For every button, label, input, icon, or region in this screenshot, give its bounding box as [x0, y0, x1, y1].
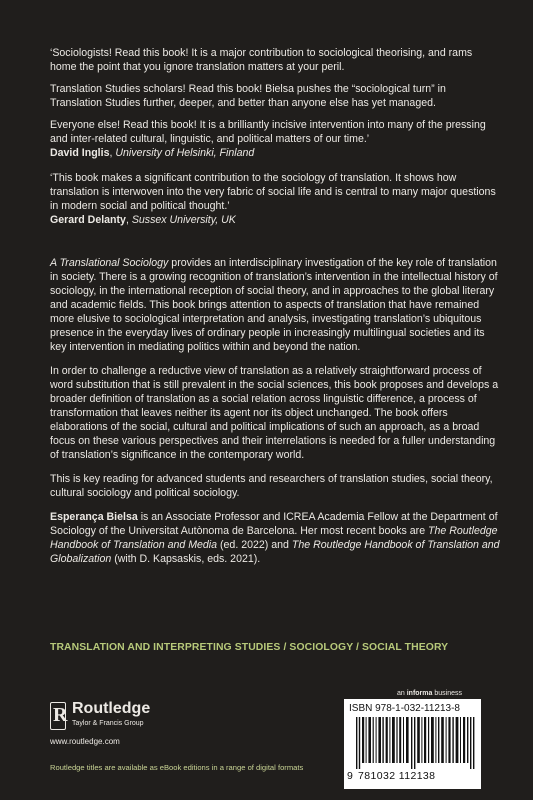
quote-attribution: Gerard Delanty, Sussex University, UK — [50, 214, 236, 226]
isbn-barcode-box: ISBN 978-1-032-11213-8 9 781032 112138 — [344, 699, 481, 789]
book-title: A Translational Sociology — [50, 257, 169, 269]
quote-attribution: David Inglis, University of Helsinki, Finland — [50, 147, 255, 159]
subject-categories: TRANSLATION AND INTERPRETING STUDIES / SOCIOLOGY / SOCIAL THEORY — [50, 642, 449, 653]
publisher-website[interactable]: www.routledge.com — [50, 737, 120, 746]
endorsement-delanty — [50, 171, 500, 227]
routledge-r-icon: R — [50, 702, 66, 730]
barcode-icon — [356, 717, 476, 769]
quote-paragraph: Translation Studies scholars! Read this book! Bielsa pushes the “sociological turn” in Translation Studies further, deeper, and better than anyone else has yet managed. — [50, 83, 446, 109]
informa-business-label: an informa business — [397, 690, 462, 697]
description-paragraph-1: A Translational Sociology provides an interdisciplinary investigation of the key role of translation in society. There is a growing recognition of translation’s intervention in the intellectual history of sociology, in the international reception of social theory, and in approaches to the global literary and academic fields. This book brings attention to aspects of translation that have remained more elusive to sociological interpretation and analysis, investigating translation’s ubiquitous presence in the everyday lives of ordinary people in increasingly multilingual societies and its key intervention in mediating politics within and beyond the nation. — [50, 257, 498, 353]
quote-paragraph: ‘This book makes a significant contribution to the sociology of translation. It shows how translation is interwoven into the very fabric of social life and is central to many major questions in modern social and political thought.’ — [50, 172, 496, 212]
publisher-name: Routledge — [72, 700, 151, 717]
book-reference: The Routledge Handbook of Translation and Globalization — [50, 539, 500, 565]
author-name: Esperança Bielsa — [50, 511, 138, 523]
quote-paragraph: ‘Sociologists! Read this book! It is a major contribution to sociological theorising, and rams home the point that you ignore translation matters at your peril. — [50, 47, 473, 73]
publisher-group: Taylor & Francis Group — [72, 720, 144, 727]
endorsement-inglis — [50, 46, 500, 160]
author-bio: Esperança Bielsa is an Associate Professor and ICREA Academia Fellow at the Department of Sociology of the Universitat Autònoma de Barcelona. Her most recent books are The Routledge Handbook of Translation and Media (ed. 2022) and The Routledge Handbook of Translation and Globalization (with D. Kapsaskis, eds. 2021). — [50, 511, 500, 565]
back-cover-content — [50, 46, 500, 566]
quote-paragraph: Everyone else! Read this book! It is a brilliantly incisive intervention into many of the pressing and inter-related cultural, linguistic, and political matters of our time.’ — [50, 119, 486, 145]
description-paragraph-2: In order to challenge a reductive view of translation as a relatively straightforward process of word substitution that is still prevalent in the social sciences, this book proposes and develops a broader definition of translation as a social relation across linguistic difference, a process of transformation that leaves neither its agent nor its object unchanged. The book offers elaborations of the social, cultural and political implications of such an approach, as a broad focus on these various perspectives and their interrelations is needed for a fuller understanding of translation’s significance in the contemporary world. — [50, 365, 499, 461]
description-paragraph-3: This is key reading for advanced students and researchers of translation studies, social theory, cultural sociology and political sociology. — [50, 473, 493, 499]
quote-affiliation: University of Helsinki, Finland — [115, 147, 255, 159]
book-reference: The Routledge Handbook of Translation and Media — [50, 525, 498, 551]
quote-author: David Inglis — [50, 147, 110, 159]
quote-affiliation: Sussex University, UK — [131, 214, 236, 226]
quote-author: Gerard Delanty — [50, 214, 126, 226]
ebook-note: Routledge titles are available as eBook editions in a range of digital formats — [50, 763, 304, 772]
isbn-label: ISBN 978-1-032-11213-8 — [349, 703, 460, 714]
informa-brand: informa — [406, 690, 433, 697]
